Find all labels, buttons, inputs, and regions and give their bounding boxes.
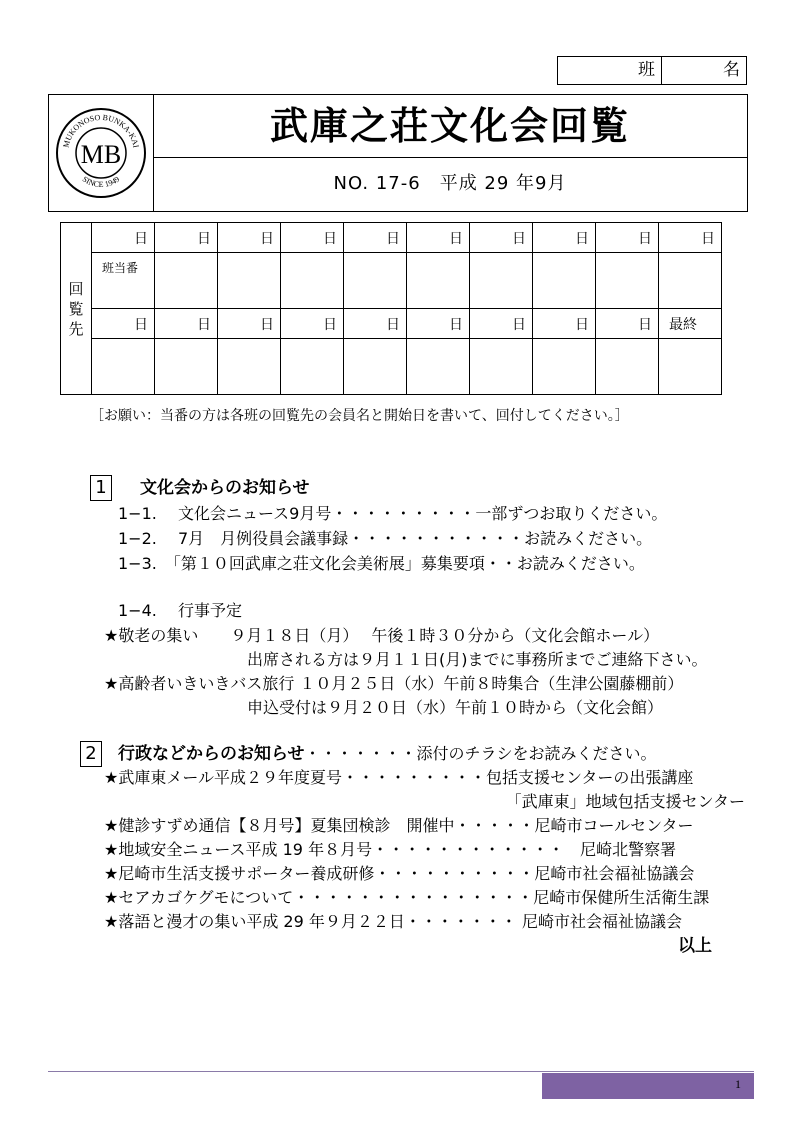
member-cell[interactable] <box>218 339 281 395</box>
issue-number: NO. 17-6 平成 29 年9月 <box>333 173 567 194</box>
last-cell[interactable]: 最終 <box>659 309 722 339</box>
label-char: 回 <box>68 279 84 298</box>
member-cell[interactable] <box>596 253 659 309</box>
notice-item: ★尼崎市生活支援サポーター養成研修・・・・・・・・・・尼崎市社会福祉協議会 <box>104 864 695 883</box>
footer-bar <box>542 1073 754 1099</box>
circulation-table <box>60 222 722 395</box>
member-cell[interactable] <box>407 339 470 395</box>
member-cell[interactable] <box>92 339 155 395</box>
logo <box>49 95 154 211</box>
member-cell[interactable] <box>218 253 281 309</box>
circulation-label <box>61 223 92 395</box>
member-cell[interactable] <box>344 339 407 395</box>
member-cell[interactable] <box>281 339 344 395</box>
date-cell[interactable]: 日 <box>407 223 470 253</box>
date-cell[interactable]: 日 <box>155 223 218 253</box>
date-cell[interactable]: 日 <box>470 309 533 339</box>
member-cell[interactable] <box>407 253 470 309</box>
member-cell[interactable] <box>281 253 344 309</box>
page-title: 武庫之荘文化会回覧 <box>153 95 747 158</box>
section-1-item: 1−3. 「第１０回武庫之荘文化会美術展」募集要項・・お読みください。 <box>118 554 645 573</box>
schedule-item: ★敬老の集い ９月１８日（月） 午後１時３０分から（文化会館ホール） <box>104 626 660 645</box>
label-char: 覧 <box>68 299 84 318</box>
logo-emblem <box>55 107 147 199</box>
date-cell[interactable]: 日 <box>407 309 470 339</box>
date-cell[interactable]: 日 <box>596 223 659 253</box>
member-cell[interactable] <box>533 339 596 395</box>
footer-line <box>48 1071 754 1072</box>
schedule-item-detail: 出席される方は９月１１日(月)までに事務所までご連絡下さい。 <box>247 650 708 669</box>
han-label: 班 <box>558 57 662 84</box>
section-2-title-suffix: ・・・・・・・添付のチラシをお読みください。 <box>304 744 657 763</box>
date-cell[interactable]: 日 <box>92 223 155 253</box>
logo-ring-top-text: MUKONOSO BUNKA-KAI <box>61 112 141 149</box>
member-cell[interactable] <box>92 253 155 309</box>
member-cell[interactable] <box>155 339 218 395</box>
member-cell[interactable] <box>155 253 218 309</box>
notice-item: ★セアカゴケグモについて・・・・・・・・・・・・・・・尼崎市保健所生活衛生課 <box>104 888 710 907</box>
date-cell[interactable]: 日 <box>281 223 344 253</box>
date-cell[interactable]: 日 <box>533 309 596 339</box>
notice-item: ★健診すずめ通信【８月号】夏集団検診 開催中・・・・・尼崎市コールセンター <box>104 816 694 835</box>
date-cell[interactable]: 日 <box>659 223 722 253</box>
toban-label: 班当番 <box>102 261 139 275</box>
closing-text: 以上 <box>678 936 712 956</box>
date-cell[interactable]: 日 <box>281 309 344 339</box>
logo-initials: MB <box>80 140 122 169</box>
member-cell[interactable] <box>659 339 722 395</box>
date-cell[interactable]: 日 <box>155 309 218 339</box>
notice-item-source: 「武庫東」地域包括支援センター <box>505 792 745 811</box>
header-box <box>48 94 748 212</box>
schedule-item: ★高齢者いきいきバス旅行 １０月２５日（水）午前８時集合（生津公園藤棚前） <box>104 674 684 693</box>
name-label: 名 <box>723 60 740 80</box>
han-name-box <box>557 56 747 85</box>
date-cell[interactable]: 日 <box>344 309 407 339</box>
request-note: ［お願い：当番の方は各班の回覧先の会員名と開始日を書いて、回付してください。］ <box>90 408 629 424</box>
date-cell[interactable]: 日 <box>470 223 533 253</box>
notice-item: ★地域安全ニュース平成 19 年８月号・・・・・・・・・・・・ 尼崎北警察署 <box>104 840 677 859</box>
date-cell[interactable]: 日 <box>596 309 659 339</box>
member-cell[interactable] <box>659 253 722 309</box>
section-2-heading <box>118 743 657 765</box>
member-cell[interactable] <box>533 253 596 309</box>
member-cell[interactable] <box>596 339 659 395</box>
section-1-item: 1−2. 7月 月例役員会議事録・・・・・・・・・・・お読みください。 <box>118 529 653 548</box>
date-cell[interactable]: 日 <box>92 309 155 339</box>
section-2-title: 行政などからのお知らせ <box>118 744 305 764</box>
member-cell[interactable] <box>344 253 407 309</box>
page-number: 1 <box>735 1077 741 1091</box>
date-cell[interactable]: 日 <box>218 223 281 253</box>
notice-item: ★武庫東メール平成２９年度夏号・・・・・・・・・包括支援センターの出張講座 <box>104 768 694 787</box>
section-1-title: 文化会からのお知らせ <box>140 478 310 498</box>
label-char: 先 <box>68 319 84 338</box>
member-cell[interactable] <box>470 253 533 309</box>
logo-ring-bottom-text: SINCE 1949 <box>80 174 122 190</box>
schedule-item-detail: 申込受付は９月２０日（水）午前１０時から（文化会館） <box>247 698 664 717</box>
section-1-item: 1−1. 文化会ニュース9月号・・・・・・・・・一部ずつお取りください。 <box>118 504 668 523</box>
date-cell[interactable]: 日 <box>218 309 281 339</box>
date-cell[interactable]: 日 <box>344 223 407 253</box>
member-cell[interactable] <box>470 339 533 395</box>
section-2-number: 2 <box>80 741 102 767</box>
date-cell[interactable]: 日 <box>533 223 596 253</box>
notice-item: ★落語と漫才の集い平成 29 年９月２２日・・・・・・・ 尼崎市社会福祉協議会 <box>104 912 682 931</box>
schedule-title: 1−4. 行事予定 <box>118 601 242 620</box>
section-1-number: 1 <box>90 475 112 501</box>
